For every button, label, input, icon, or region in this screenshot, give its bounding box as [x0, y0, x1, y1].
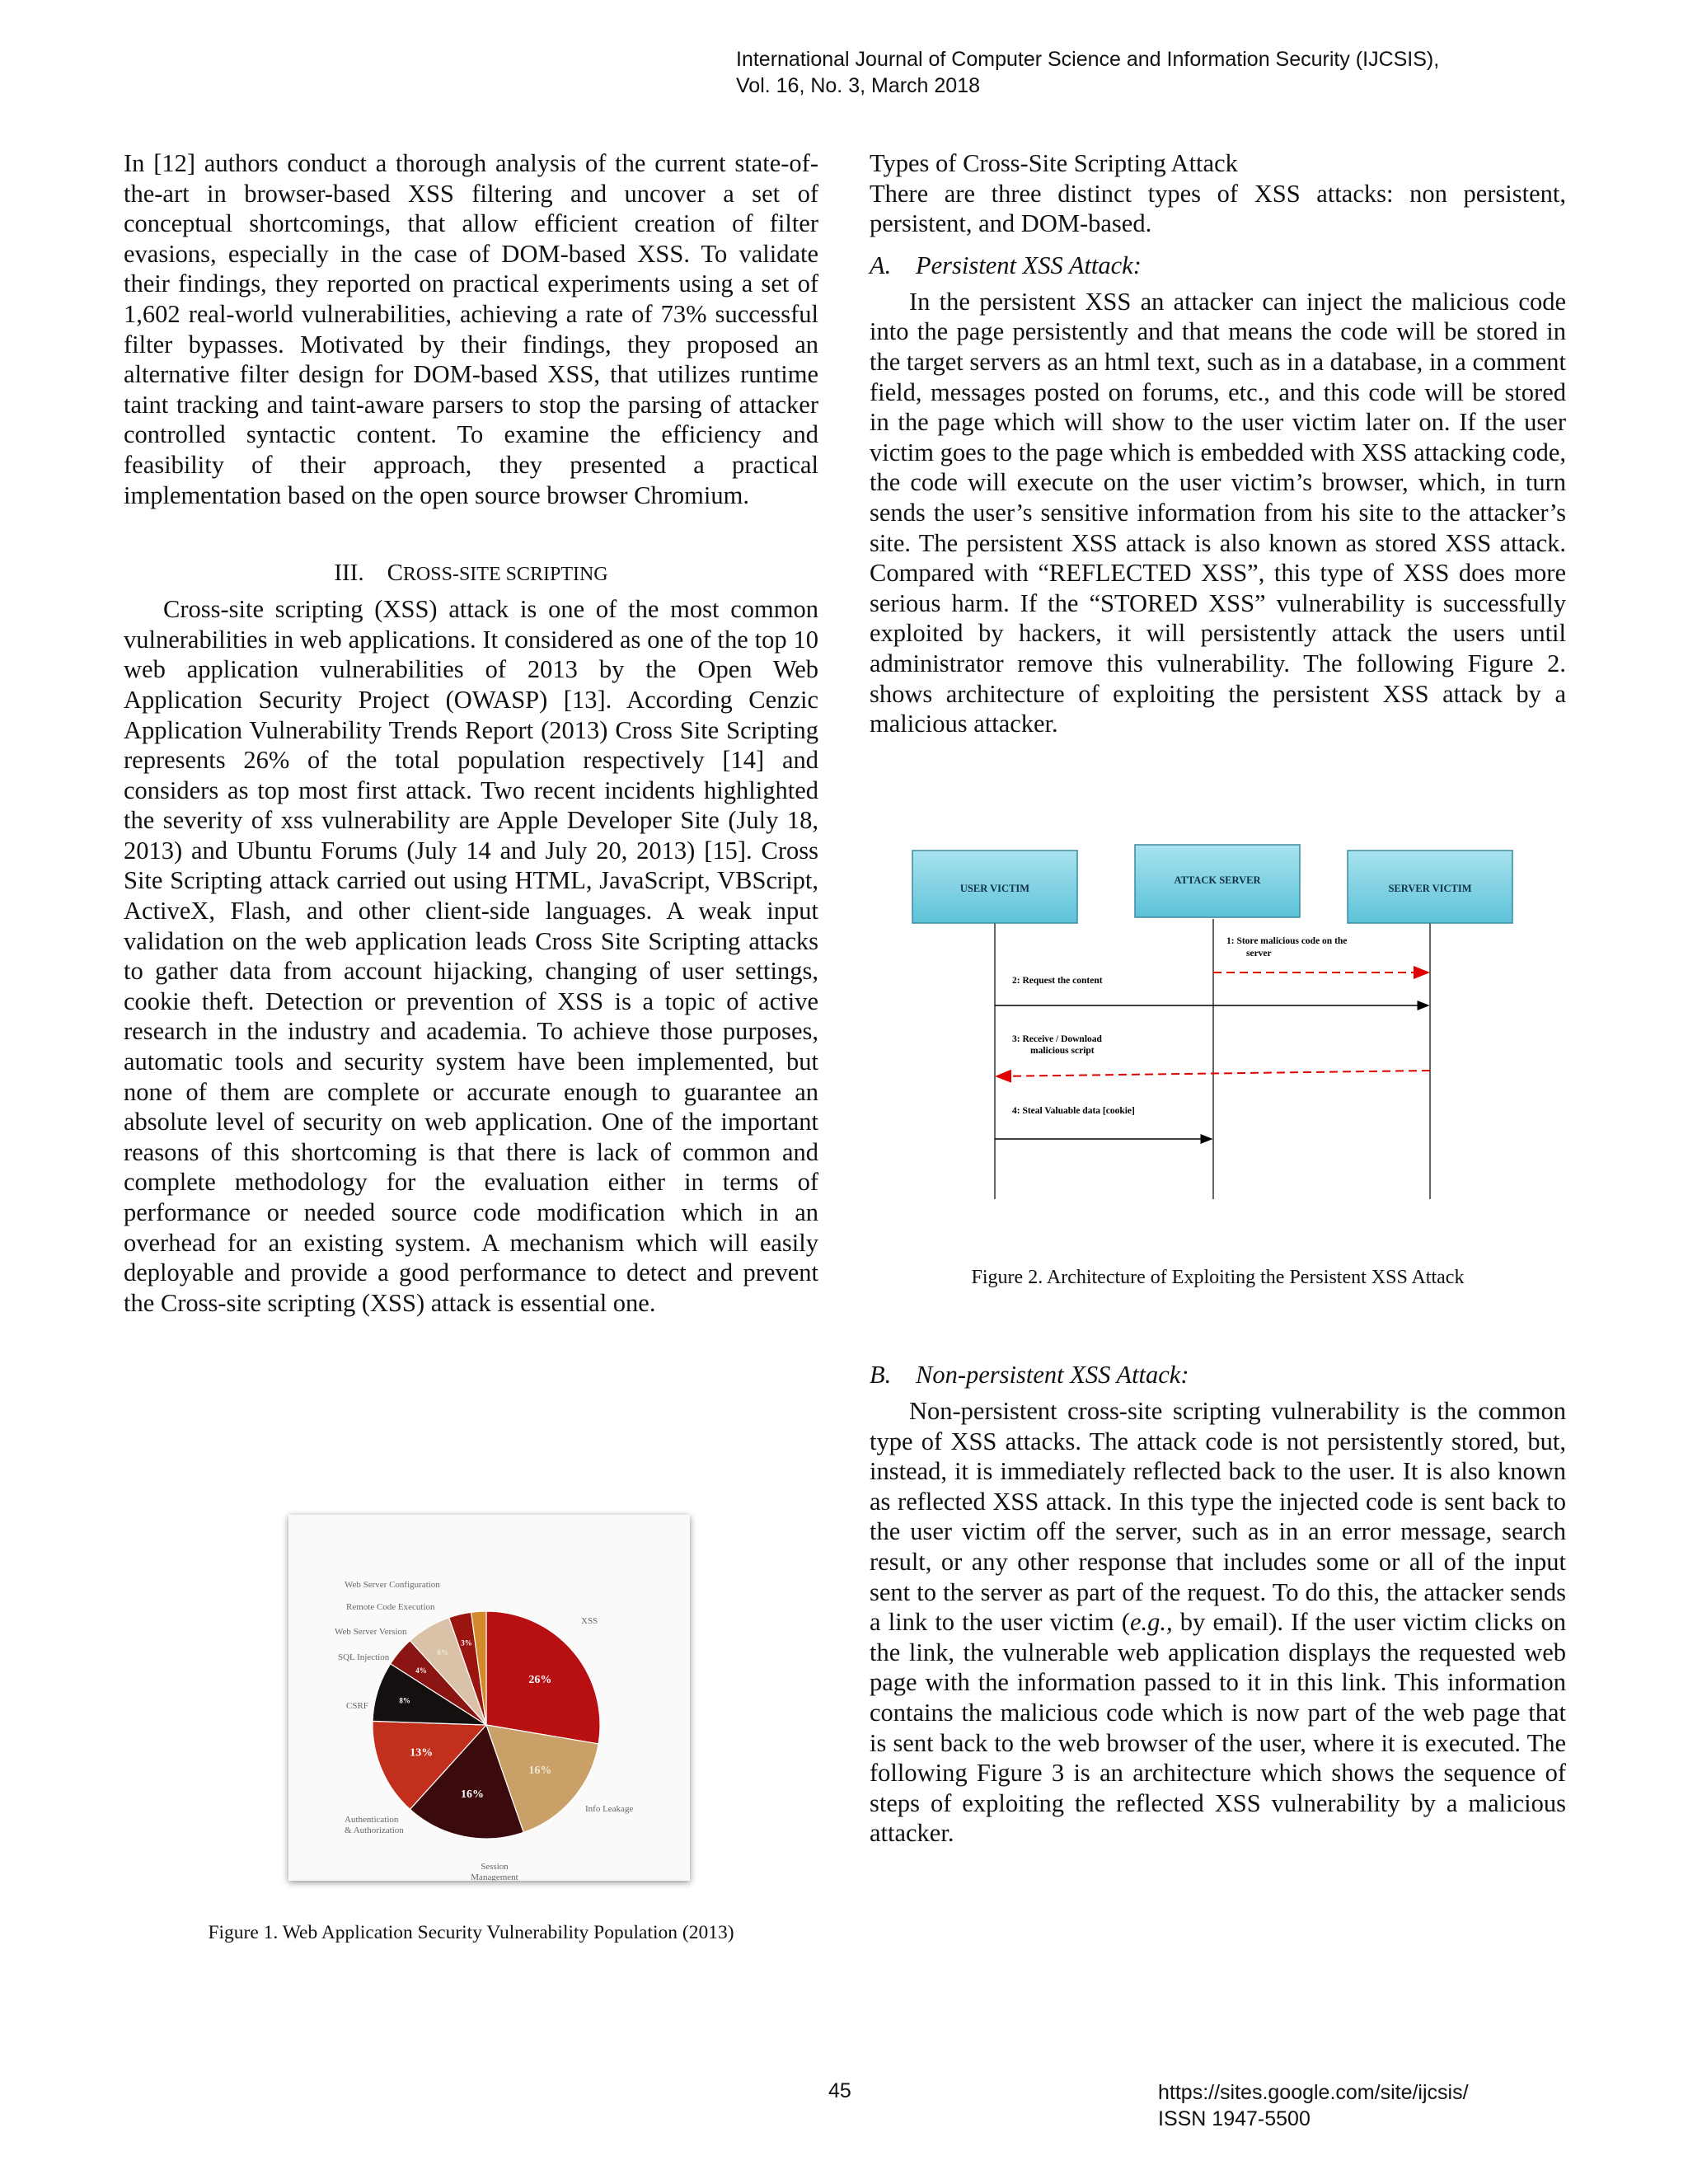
intro-paragraph: In [12] authors conduct a thorough analysis of the current state-of-the-art in browser-based XSS filtering and uncover a set of conceptual shortcomings, that allow efficient creation of filter evasions, especially in the case of DOM-based XSS. To validate their findings, they reported on practical experiments using a set of 1,602 real-world vulnerabilities, achieving a rate of 73% successful filter bypasses. Motivated by their findings, they proposed an alternative filter design for DOM-based XSS, that utilizes runtime taint tracking and taint-aware parsers to stop the parsing of attacker controlled syntactic content. To examine the efficiency and feasibility of their approach, they presented a practical implementation based on the open source browser Chromium.: [124, 149, 818, 509]
pie-category-label-4: Authentication: [345, 1815, 399, 1825]
figure-1: [288, 1515, 690, 1881]
non-persistent-paragraph: [870, 1396, 1566, 1849]
step-3-label-cont: malicious script: [1030, 1046, 1095, 1056]
journal-header: [736, 46, 1560, 99]
pie-category-label-3: Session: [481, 1862, 509, 1872]
pie-category-label-8: Remote Code Execution: [346, 1602, 435, 1612]
pie-value-label-4: 13%: [410, 1746, 434, 1760]
pie-category-label-6: SQL Injection: [338, 1652, 390, 1662]
pie-category-label-7: Web Server Version: [335, 1627, 407, 1637]
step-1-label: 1: Store malicious code on the: [1226, 936, 1348, 946]
step-4-label: 4: Steal Valuable data [cookie]: [1012, 1106, 1135, 1116]
svg-text:SERVER VICTIM: SERVER VICTIM: [1388, 883, 1472, 894]
pie-category-label-3: Management: [471, 1872, 518, 1881]
non-persistent-text-b: by email). If the user victim clicks on the link, the vulnerable web application displays the requested web page with the information passed to it in this link. This information contains the malicious code which is now part of the web page that is sent back to the web browser of the user, where it is executed. The following Figure 3 is an architecture which shows the sequence of steps of exploiting the reflected XSS vulnerability by a malicious attacker.: [870, 1608, 1567, 1848]
pie-value-label-5: 8%: [399, 1696, 410, 1705]
subsection-b-letter: B.: [870, 1361, 892, 1389]
footer-info: [1158, 2079, 1469, 2132]
svg-text:ATTACK SERVER: ATTACK SERVER: [1174, 874, 1261, 886]
actor-user-victim: [912, 851, 1077, 923]
pie-category-label-5: CSRF: [346, 1701, 368, 1711]
right-column: [870, 148, 1566, 739]
pie-value-label-8: 3%: [461, 1638, 472, 1647]
pie-value-label-1: 26%: [528, 1673, 552, 1686]
types-heading: Types of Cross-Site Scripting Attack: [870, 149, 1238, 177]
pie-chart: [288, 1515, 690, 1881]
non-persistent-example: e.g.,: [1129, 1608, 1173, 1637]
section-heading: [124, 558, 818, 589]
pie-value-label-7: 6%: [437, 1647, 449, 1657]
pie-value-label-3: 16%: [460, 1788, 484, 1801]
subsection-a-heading: [870, 251, 1566, 280]
section-title-initial: C: [387, 560, 403, 587]
pie-category-label-1: XSS: [581, 1616, 598, 1626]
figure-1-caption: Figure 1. Web Application Security Vulnerability Population (2013): [208, 1922, 734, 1943]
types-paragraph: There are three distinct types of XSS attacks: non persistent, persistent, and DOM-based.: [870, 179, 1566, 238]
pie-value-label-2: 16%: [528, 1765, 552, 1778]
step-3-label: 3: Receive / Download: [1012, 1034, 1102, 1044]
figure-2-diagram: [907, 841, 1525, 1203]
pie-category-label-4: & Authorization: [345, 1825, 404, 1835]
actor-server-victim: [1348, 851, 1512, 923]
page-number: 45: [828, 2079, 851, 2102]
non-persistent-text-a: Non-persistent cross-site scripting vulnerability is the common type of XSS attacks. The attack code is not persistently stored, but, instead, it is immediately reflected back to the user. It is also known as reflected XSS attack. In this type the injected code is sent back to the user victim off the server, such as in an error message, search result, or any other response that includes some or all of the input sent to the server as part of the request. To do this, the attacker sends a link to the user victim (: [870, 1397, 1566, 1637]
xss-paragraph: Cross-site scripting (XSS) attack is one of the most common vulnerabilities in web applications. It considered as one of the top 10 web application vulnerabilities of 2013 by the Open Web Application Security Project (OWASP) [13]. According Cenzic Application Vulnerability Trends Report (2013) Cross Site Scripting represents 26% of the total population respectively [14] and considers as top most first attack. Two recent incidents highlighted the severity of xss vulnerability are Apple Developer Site (July 18, 2013) and Ubuntu Forums (July 14 and July 20, 2013) [15]. Cross Site Scripting attack carried out using HTML, JavaScript, VBScript, ActiveX, Flash, and other client-side languages. A weak input validation on the web application leads Cross Site Scripting attacks to gather data from account hijacking, changing of user settings, cookie theft. Detection or prevention of XSS is a topic of active research in the industry and academia. To achieve those purposes, automatic tools and security system have been implemented, but none of them are complete or accurate enough to guarantee an absolute level of security on web application. One of the important reasons of this shortcoming is that there is lack of common and complete methodology for the evaluation either in terms of performance or needed source code modification which in an overhead for an existing system. A mechanism which will easily deployable and provide a good performance to detect and prevent the Cross-site scripting (XSS) attack is essential one.: [124, 595, 818, 1317]
actor-attack-server: [1135, 845, 1300, 917]
subsection-a-letter: A.: [870, 251, 892, 279]
section-title-rest: ROSS-SITE SCRIPTING: [402, 564, 608, 586]
pie-value-label-6: 4%: [415, 1666, 427, 1675]
journal-volume: Vol. 16, No. 3, March 2018: [736, 74, 981, 97]
persistent-paragraph: In the persistent XSS an attacker can inject the malicious code into the page persistently and that means the code will be stored in the target servers as an html text, such as in a database, in a comment field, messages posted on forums, etc., and this code will be stored in the page which will show to the user victim later on. If the user victim goes to the page which is embedded with XSS attacking code, the code will execute on the user victim’s browser, which, in turn sends the user’s sensitive information from his site to the attacker’s site. The persistent XSS attack is also known as stored XSS attack. Compared with “REFLECTED XSS”, this type of XSS does more serious harm. If the “STORED XSS” vulnerability is successfully exploited by hackers, it will persistently attack the users until administrator remove this vulnerability. The following Figure 2. shows architecture of exploiting the persistent XSS attack by a malicious attacker.: [870, 287, 1566, 738]
pie-category-label-9: Web Server Configuration: [345, 1580, 440, 1590]
journal-url: https://sites.google.com/site/ijcsis/: [1158, 2081, 1469, 2104]
figure-2-caption: Figure 2. Architecture of Exploiting the Persistent XSS Attack: [971, 1267, 1465, 1288]
pie-category-label-2: Info Leakage: [585, 1804, 634, 1814]
right-column-lower: [870, 1348, 1566, 1849]
step-1-label-cont: server: [1246, 949, 1272, 958]
svg-text:USER VICTIM: USER VICTIM: [959, 883, 1030, 894]
left-column: [124, 148, 818, 1318]
journal-title: International Journal of Computer Science and Information Security (IJCSIS),: [736, 48, 1440, 71]
section-number: III.: [334, 560, 364, 587]
subsection-b-heading: [870, 1360, 1566, 1390]
step-2-label: 2: Request the content: [1012, 976, 1103, 986]
subsection-a-title: Persistent XSS Attack:: [916, 251, 1142, 279]
subsection-b-title: Non-persistent XSS Attack:: [916, 1361, 1189, 1389]
issn: ISSN 1947-5500: [1158, 2107, 1311, 2130]
